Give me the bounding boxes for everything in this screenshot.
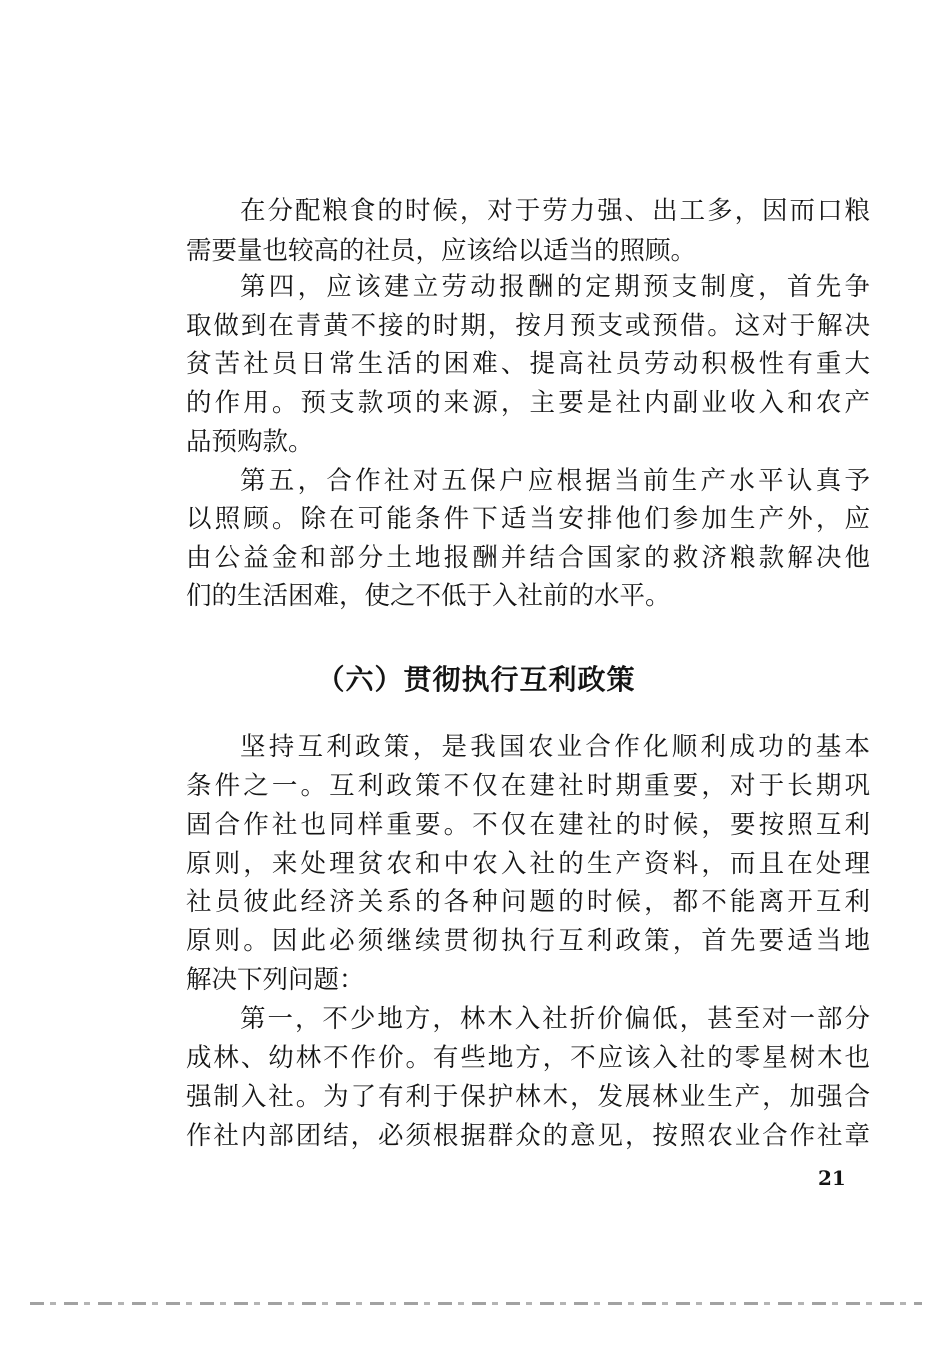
text-line: 坚持互利政策，是我国农业合作化顺利成功的基本 bbox=[240, 732, 870, 762]
page-number: 21 bbox=[818, 1166, 846, 1190]
text-line: 第一，不少地方，林木入社折价偏低，甚至对一部分 bbox=[240, 1004, 870, 1034]
text-line: 社员彼此经济关系的各种问题的时候，都不能离开互利 bbox=[186, 887, 870, 917]
text-line: 原则。因此必须继续贯彻执行互利政策，首先要适当地 bbox=[186, 926, 870, 956]
text-line: 们的生活困难，使之不低于入社前的水平。 bbox=[186, 581, 671, 611]
text-line: 强制入社。为了有利于保护林木，发展林业生产，加强合 bbox=[186, 1082, 870, 1112]
text-line: 需要量也较高的社员，应该给以适当的照顾。 bbox=[186, 236, 697, 266]
scan-edge-artifact bbox=[30, 1302, 922, 1305]
text-line: 第四，应该建立劳动报酬的定期预支制度，首先争 bbox=[240, 272, 870, 302]
text-line: 成林、幼林不作价。有些地方，不应该入社的零星树木也 bbox=[186, 1043, 870, 1073]
text-line: 作社内部团结，必须根据群众的意见，按照农业合作社章 bbox=[186, 1121, 870, 1151]
text-line: 以照顾。除在可能条件下适当安排他们参加生产外，应 bbox=[186, 504, 870, 534]
text-line: 第五，合作社对五保户应根据当前生产水平认真予 bbox=[240, 466, 870, 496]
text-line: 固合作社也同样重要。不仅在建社的时候，要按照互利 bbox=[186, 810, 870, 840]
section-heading: （六）贯彻执行互利政策 bbox=[316, 663, 636, 696]
text-line: 在分配粮食的时候，对于劳力强、出工多，因而口粮 bbox=[240, 196, 870, 226]
text-line: 取做到在青黄不接的时期，按月预支或预借。这对于解决 bbox=[186, 311, 870, 341]
text-line: 贫苦社员日常生活的困难、提高社员劳动积极性有重大 bbox=[186, 349, 870, 379]
text-line: 解决下列问题： bbox=[186, 965, 365, 995]
text-line: 条件之一。互利政策不仅在建社时期重要，对于长期巩 bbox=[186, 771, 870, 801]
text-line: 品预购款。 bbox=[186, 427, 314, 457]
text-line: 原则，来处理贫农和中农入社的生产资料，而且在处理 bbox=[186, 849, 870, 879]
text-line: 的作用。预支款项的来源，主要是社内副业收入和农产 bbox=[186, 388, 870, 418]
text-line: 由公益金和部分土地报酬并结合国家的救济粮款解决他 bbox=[186, 543, 870, 573]
